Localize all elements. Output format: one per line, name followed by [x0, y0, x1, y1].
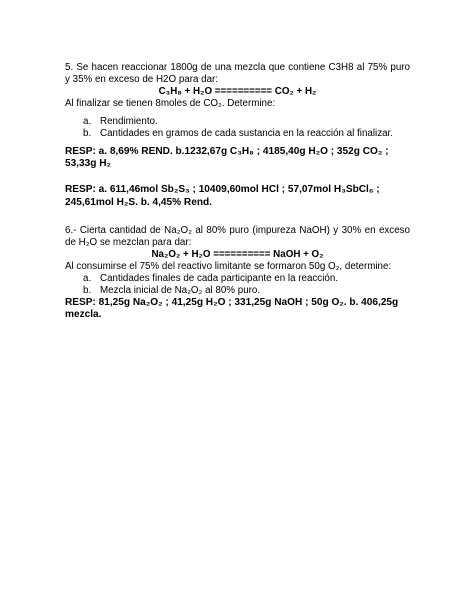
problem-5-answer: RESP: a. 8,69% REND. b.1232,67g C₃H₈ ; 4185,40g H₂O ; 352g CO₂ ; 53,33g H₂ [65, 145, 389, 169]
problem-6-questions [65, 273, 410, 297]
problem-6-statement: Al consumirse el 75% del reactivo limitante se formaron 50g O₂, determine: [65, 260, 392, 272]
list-marker: a. [83, 272, 92, 284]
list-item [65, 116, 410, 128]
problem-4-answer: RESP: a. 611,46mol Sb₂S₃ ; 10409,60mol HCl ; 57,07mol H₃SbCl₆ ; 245,61mol H₂S. b. 4,45% Rend. [65, 184, 380, 208]
list-marker: b. [83, 284, 92, 296]
list-marker: b. [83, 127, 92, 139]
list-item [65, 128, 410, 140]
problem-6-intro: 6.- Cierta cantidad de Na₂O₂ al 80% puro (impureza NaOH) y 30% en exceso de H₂O se mezclan para dar: [65, 224, 410, 248]
list-text: Cantidades finales de cada participante en la reacción. [100, 272, 339, 284]
problem-5-statement: Al finalizar se tienen 8moles de CO₂. Determine: [65, 97, 276, 109]
list-text: Rendimiento. [100, 115, 158, 127]
document-page [65, 62, 410, 321]
list-text: Cantidades en gramos de cada sustancia en la reacción al finalizar. [100, 127, 393, 139]
problem-5-equation: C₃H₈ + H₂O ========== CO₂ + H₂ [158, 85, 317, 97]
problem-6-equation: Na₂O₂ + H₂O ========== NaOH + O₂ [151, 248, 324, 260]
list-marker: a. [83, 115, 92, 127]
list-item [65, 285, 410, 297]
problem-5-questions [65, 116, 410, 140]
problem-6-answer: RESP: 81,25g Na₂O₂ ; 41,25g H₂O ; 331,25g NaOH ; 50g O₂. b. 406,25g mezcla. [65, 296, 399, 320]
list-text: Mezcla inicial de Na₂O₂ al 80% puro. [100, 284, 261, 296]
list-item [65, 273, 410, 285]
problem-5-intro: 5. Se hacen reaccionar 1800g de una mezcla que contiene C3H8 al 75% puro y 35% en exceso de H2O para dar: [65, 62, 410, 85]
